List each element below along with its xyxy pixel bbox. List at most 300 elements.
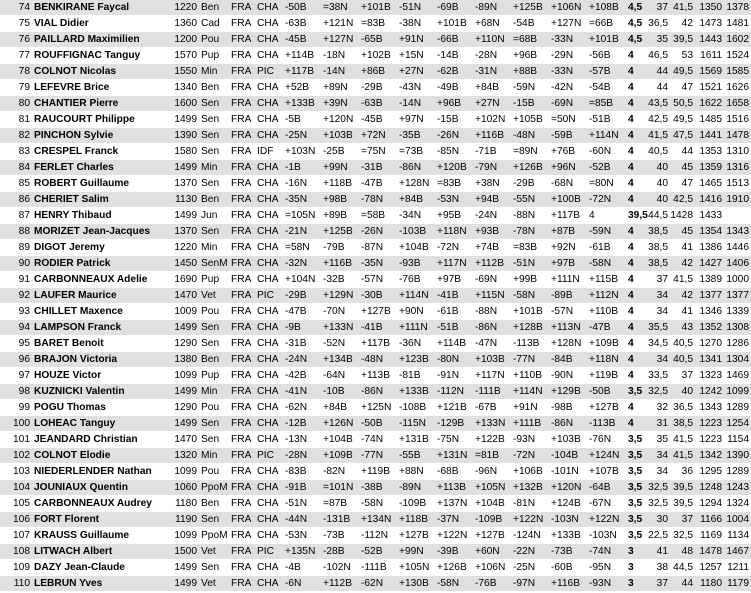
round-8-cell: +113N [550,320,588,336]
round-9-cell: -56B [588,48,626,64]
round-2-cell: -102N [322,560,360,576]
performance-cell: 1465 [695,176,724,192]
round-4-cell: +90N [398,304,436,320]
round-7-cell: -15B [512,96,550,112]
performance-cell: 1354 [695,224,724,240]
round-6-cell: -88N [474,304,512,320]
round-5-cell: -41B [436,288,474,304]
table-row [0,208,751,224]
tiebreak-1-cell: 22,5 [645,528,670,544]
rating-perf-cell: 1310 [724,144,751,160]
round-2-cell: +89N [322,80,360,96]
points-cell: 4 [626,192,645,208]
rating-perf-cell: 1099 [724,384,751,400]
tiebreak-2-cell: 37 [670,368,695,384]
round-4-cell: -76B [398,272,436,288]
round-3-cell: -87N [360,240,398,256]
round-2-cell: -25B [322,144,360,160]
round-5-cell: -51B [436,320,474,336]
category-cell: Sen [199,432,229,448]
player-name: RAUCOURT Philippe [32,112,162,128]
round-1-cell: -53N [284,528,322,544]
tiebreak-1-cell: 34 [645,464,670,480]
rank-cell: 110 [0,576,32,592]
tiebreak-1-cell: 43,5 [645,96,670,112]
points-cell: 4 [626,288,645,304]
league-cell: CHA [255,112,284,128]
round-1-cell: -51N [284,496,322,512]
rating-cell: 1570 [162,48,199,64]
round-4-cell: -103B [398,224,436,240]
round-2-cell: +118B [322,176,360,192]
round-9-cell: -60N [588,144,626,160]
round-2-cell: +39N [322,96,360,112]
round-3-cell: -45B [360,112,398,128]
round-5-cell: -53N [436,192,474,208]
tiebreak-2-cell: 39,5 [670,32,695,48]
round-4-cell: +118B [398,512,436,528]
round-2-cell: +104B [322,432,360,448]
tiebreak-1-cell: 46,5 [645,48,670,64]
round-3-cell: +86B [360,64,398,80]
tiebreak-2-cell: 42 [670,288,695,304]
round-1-cell: -5B [284,112,322,128]
league-cell: CHA [255,576,284,592]
rating-perf-cell: 1339 [724,304,751,320]
tiebreak-1-cell: 40 [645,192,670,208]
rating-perf-cell: 1254 [724,416,751,432]
points-cell: 3,5 [626,448,645,464]
rank-cell: 109 [0,560,32,576]
round-6-cell: -109B [474,512,512,528]
tiebreak-1-cell: 35,5 [645,320,670,336]
points-cell: 4,5 [626,32,645,48]
round-3-cell: -74N [360,432,398,448]
rating-perf-cell: 1377 [724,288,751,304]
rating-cell: 1180 [162,496,199,512]
tiebreak-2-cell: 40 [670,384,695,400]
round-3-cell: -26N [360,224,398,240]
round-8-cell: -33N [550,32,588,48]
federation-cell: FRA [229,528,255,544]
round-2-cell: -52N [322,336,360,352]
performance-cell: 1342 [695,448,724,464]
round-7-cell: +111B [512,416,550,432]
round-5-cell: +121B [436,400,474,416]
points-cell: 3,5 [626,496,645,512]
round-3-cell: -86N [360,384,398,400]
round-7-cell: -51N [512,256,550,272]
round-5-cell: +126B [436,560,474,576]
round-2-cell: +133N [322,320,360,336]
round-1-cell: -45B [284,32,322,48]
points-cell: 3,5 [626,480,645,496]
tiebreak-2-cell: 42,5 [670,192,695,208]
points-cell: 3,5 [626,528,645,544]
round-5-cell: +131N [436,448,474,464]
tiebreak-2-cell: 47,5 [670,128,695,144]
round-2-cell: -79B [322,240,360,256]
league-cell: PIC [255,544,284,560]
rank-cell: 74 [0,0,32,16]
league-cell: PIC [255,64,284,80]
rating-cell: 1600 [162,96,199,112]
round-4-cell: -14N [398,96,436,112]
round-7-cell: -88N [512,208,550,224]
category-cell: Pou [199,304,229,320]
rank-cell: 78 [0,64,32,80]
table-row [0,368,751,384]
points-cell: 4 [626,416,645,432]
rating-perf-cell: 1585 [724,64,751,80]
round-3-cell: =83B [360,16,398,32]
round-2-cell: -64N [322,368,360,384]
tiebreak-1-cell: 30 [645,512,670,528]
rank-cell: 91 [0,272,32,288]
round-7-cell: -93N [512,432,550,448]
table-row [0,528,751,544]
category-cell: Sen [199,224,229,240]
round-1-cell: +103N [284,144,322,160]
rank-cell: 90 [0,256,32,272]
round-6-cell: -28N [474,48,512,64]
round-7-cell: +99B [512,272,550,288]
federation-cell: FRA [229,176,255,192]
round-4-cell: +111N [398,320,436,336]
table-row [0,432,751,448]
rank-cell: 101 [0,432,32,448]
round-8-cell: +96N [550,160,588,176]
rating-perf-cell: 1406 [724,256,751,272]
performance-cell: 1611 [695,48,724,64]
round-3-cell: -58N [360,496,398,512]
category-cell: PpoM [199,480,229,496]
player-name: COLNOT Nicolas [32,64,162,80]
league-cell: CHA [255,400,284,416]
rating-perf-cell: 1211 [724,560,751,576]
round-8-cell: -29N [550,48,588,64]
round-2-cell: =101N [322,480,360,496]
round-7-cell: +105B [512,112,550,128]
round-6-cell: +93B [474,224,512,240]
round-9-cell: -103N [588,528,626,544]
round-2-cell: -14N [322,64,360,80]
round-5-cell: -39B [436,544,474,560]
rank-cell: 83 [0,144,32,160]
round-6-cell: -24N [474,208,512,224]
round-7-cell: +125B [512,0,550,16]
rating-cell: 1499 [162,208,199,224]
rating-cell: 1470 [162,288,199,304]
round-8-cell: +116B [550,576,588,592]
federation-cell: FRA [229,144,255,160]
rating-cell: 1499 [162,560,199,576]
federation-cell: FRA [229,384,255,400]
round-7-cell: +128B [512,320,550,336]
federation-cell: FRA [229,240,255,256]
player-name: KUZNICKI Valentin [32,384,162,400]
round-9-cell: +101B [588,32,626,48]
points-cell: 4 [626,368,645,384]
category-cell: Pou [199,32,229,48]
round-1-cell: -41N [284,384,322,400]
table-row [0,0,751,16]
table-row [0,480,751,496]
round-5-cell: -91N [436,368,474,384]
performance-cell: 1473 [695,16,724,32]
rank-cell: 103 [0,464,32,480]
league-cell: CHA [255,256,284,272]
league-cell: CHA [255,0,284,16]
tiebreak-1-cell: 38,5 [645,240,670,256]
rating-cell: 1099 [162,528,199,544]
round-5-cell: -68B [436,464,474,480]
round-6-cell: -76B [474,576,512,592]
round-2-cell: -82N [322,464,360,480]
federation-cell: FRA [229,64,255,80]
tiebreak-2-cell: 37 [670,512,695,528]
round-6-cell: -47N [474,336,512,352]
federation-cell: FRA [229,288,255,304]
round-3-cell: -112N [360,528,398,544]
round-7-cell: =83B [512,240,550,256]
round-7-cell: +126B [512,160,550,176]
points-cell: 4 [626,256,645,272]
rank-cell: 96 [0,352,32,368]
round-3-cell: -78N [360,192,398,208]
rank-cell: 93 [0,304,32,320]
table-row [0,384,751,400]
round-8-cell: -101N [550,464,588,480]
league-cell: PIC [255,448,284,464]
round-1-cell: -6N [284,576,322,592]
round-5-cell: -37N [436,512,474,528]
table-row [0,544,751,560]
round-2-cell: +121N [322,16,360,32]
round-3-cell: -31B [360,160,398,176]
rating-perf-cell: 1910 [724,192,751,208]
round-8-cell: -90N [550,368,588,384]
rating-perf-cell: 1000 [724,272,751,288]
tiebreak-1-cell: 41 [645,544,670,560]
league-cell: CHA [255,80,284,96]
round-8-cell: +92N [550,240,588,256]
round-4-cell: -86N [398,160,436,176]
category-cell: Vet [199,576,229,592]
category-cell: Ben [199,80,229,96]
performance-cell: 1359 [695,160,724,176]
round-6-cell: +68N [474,16,512,32]
round-9-cell: =66B [588,16,626,32]
category-cell: Ben [199,0,229,16]
round-1-cell: -29B [284,288,322,304]
round-2-cell: -73B [322,528,360,544]
round-8-cell: +128N [550,336,588,352]
rating-perf-cell: 1154 [724,432,751,448]
rating-perf-cell: 1524 [724,48,751,64]
round-4-cell: +88N [398,464,436,480]
federation-cell: FRA [229,560,255,576]
round-8-cell: +87B [550,224,588,240]
round-9-cell: -64B [588,480,626,496]
league-cell: CHA [255,176,284,192]
performance-cell: 1353 [695,144,724,160]
federation-cell: FRA [229,432,255,448]
tiebreak-2-cell: 47 [670,80,695,96]
round-1-cell: -9B [284,320,322,336]
performance-cell: 1343 [695,400,724,416]
round-6-cell: +110N [474,32,512,48]
league-cell: PIC [255,288,284,304]
rating-perf-cell: 1626 [724,80,751,96]
rating-cell: 1290 [162,400,199,416]
round-8-cell: =50N [550,112,588,128]
round-9-cell: +127B [588,400,626,416]
round-9-cell: 4 [588,208,626,224]
federation-cell: FRA [229,0,255,16]
performance-cell: 1569 [695,64,724,80]
table-row [0,80,751,96]
points-cell: 4 [626,176,645,192]
category-cell: Sen [199,176,229,192]
round-4-cell: -109B [398,496,436,512]
player-name: POGU Thomas [32,400,162,416]
round-3-cell: -47B [360,176,398,192]
round-4-cell: +27N [398,64,436,80]
round-5-cell: +114B [436,336,474,352]
round-8-cell: -57N [550,304,588,320]
round-9-cell: -52B [588,160,626,176]
player-name: ROBERT Guillaume [32,176,162,192]
round-5-cell: -14B [436,48,474,64]
league-cell: CHA [255,480,284,496]
performance-cell: 1257 [695,560,724,576]
round-2-cell: +84B [322,400,360,416]
rating-perf-cell: 1481 [724,16,751,32]
table-row [0,32,751,48]
performance-cell: 1166 [695,512,724,528]
round-6-cell: +84B [474,80,512,96]
league-cell: CHA [255,368,284,384]
round-5-cell: -129B [436,416,474,432]
league-cell: CHA [255,512,284,528]
performance-cell: 1323 [695,368,724,384]
round-3-cell: -48N [360,352,398,368]
points-cell: 4 [626,96,645,112]
round-7-cell: +122N [512,512,550,528]
performance-cell: 1346 [695,304,724,320]
rating-cell: 1550 [162,64,199,80]
round-7-cell: +96B [512,48,550,64]
points-cell: 3,5 [626,432,645,448]
tiebreak-2-cell: 32,5 [670,528,695,544]
table-row [0,144,751,160]
tiebreak-1-cell: 34 [645,288,670,304]
rating-perf-cell: 1343 [724,224,751,240]
round-3-cell: -63B [360,96,398,112]
round-8-cell: -60B [550,560,588,576]
round-1-cell: +133B [284,96,322,112]
rating-cell: 1499 [162,320,199,336]
round-7-cell: -29B [512,176,550,192]
round-8-cell: -33N [550,64,588,80]
round-4-cell: +105N [398,560,436,576]
points-cell: 4 [626,400,645,416]
category-cell: Sen [199,336,229,352]
round-3-cell: +119B [360,464,398,480]
round-5-cell: -58N [436,576,474,592]
performance-cell: 1180 [695,576,724,592]
points-cell: 3,5 [626,384,645,400]
performance-cell: 1389 [695,272,724,288]
round-2-cell: +112B [322,576,360,592]
round-9-cell: -51B [588,112,626,128]
round-4-cell: +133B [398,384,436,400]
tiebreak-1-cell: 37 [645,272,670,288]
round-1-cell: =105N [284,208,322,224]
category-cell: Min [199,384,229,400]
tiebreak-1-cell: 44,5 [645,208,670,224]
federation-cell: FRA [229,256,255,272]
rating-cell: 1220 [162,240,199,256]
tiebreak-1-cell: 35 [645,32,670,48]
round-9-cell: -50B [588,384,626,400]
round-3-cell: -111B [360,560,398,576]
tiebreak-1-cell: 40 [645,176,670,192]
federation-cell: FRA [229,16,255,32]
round-5-cell: -75N [436,432,474,448]
tiebreak-2-cell: 39,5 [670,480,695,496]
player-name: LEFEVRE Brice [32,80,162,96]
rank-cell: 108 [0,544,32,560]
performance-cell: 1350 [695,0,724,16]
rank-cell: 106 [0,512,32,528]
round-3-cell: +117B [360,336,398,352]
round-1-cell: -42B [284,368,322,384]
round-9-cell: +110B [588,304,626,320]
round-7-cell: +132B [512,480,550,496]
league-cell: CHA [255,496,284,512]
round-8-cell: -103N [550,512,588,528]
table-row [0,224,751,240]
league-cell: CHA [255,48,284,64]
tiebreak-2-cell: 41 [670,240,695,256]
round-3-cell: -30B [360,288,398,304]
federation-cell: FRA [229,48,255,64]
performance-cell: 1441 [695,128,724,144]
round-7-cell: -72N [512,448,550,464]
rating-perf-cell: 1446 [724,240,751,256]
round-9-cell: +115B [588,272,626,288]
tiebreak-1-cell: 32,5 [645,496,670,512]
points-cell: 4 [626,272,645,288]
round-9-cell: -57B [588,64,626,80]
rating-cell: 1360 [162,16,199,32]
table-row [0,128,751,144]
category-cell: Pup [199,48,229,64]
rank-cell: 97 [0,368,32,384]
performance-cell: 1223 [695,416,724,432]
round-6-cell: +112B [474,256,512,272]
table-row [0,48,751,64]
table-row [0,256,751,272]
tiebreak-2-cell: 40,5 [670,336,695,352]
round-4-cell: -34N [398,208,436,224]
tiebreak-1-cell: 33,5 [645,368,670,384]
round-1-cell: -13N [284,432,322,448]
rating-cell: 1009 [162,304,199,320]
league-cell: CHA [255,336,284,352]
